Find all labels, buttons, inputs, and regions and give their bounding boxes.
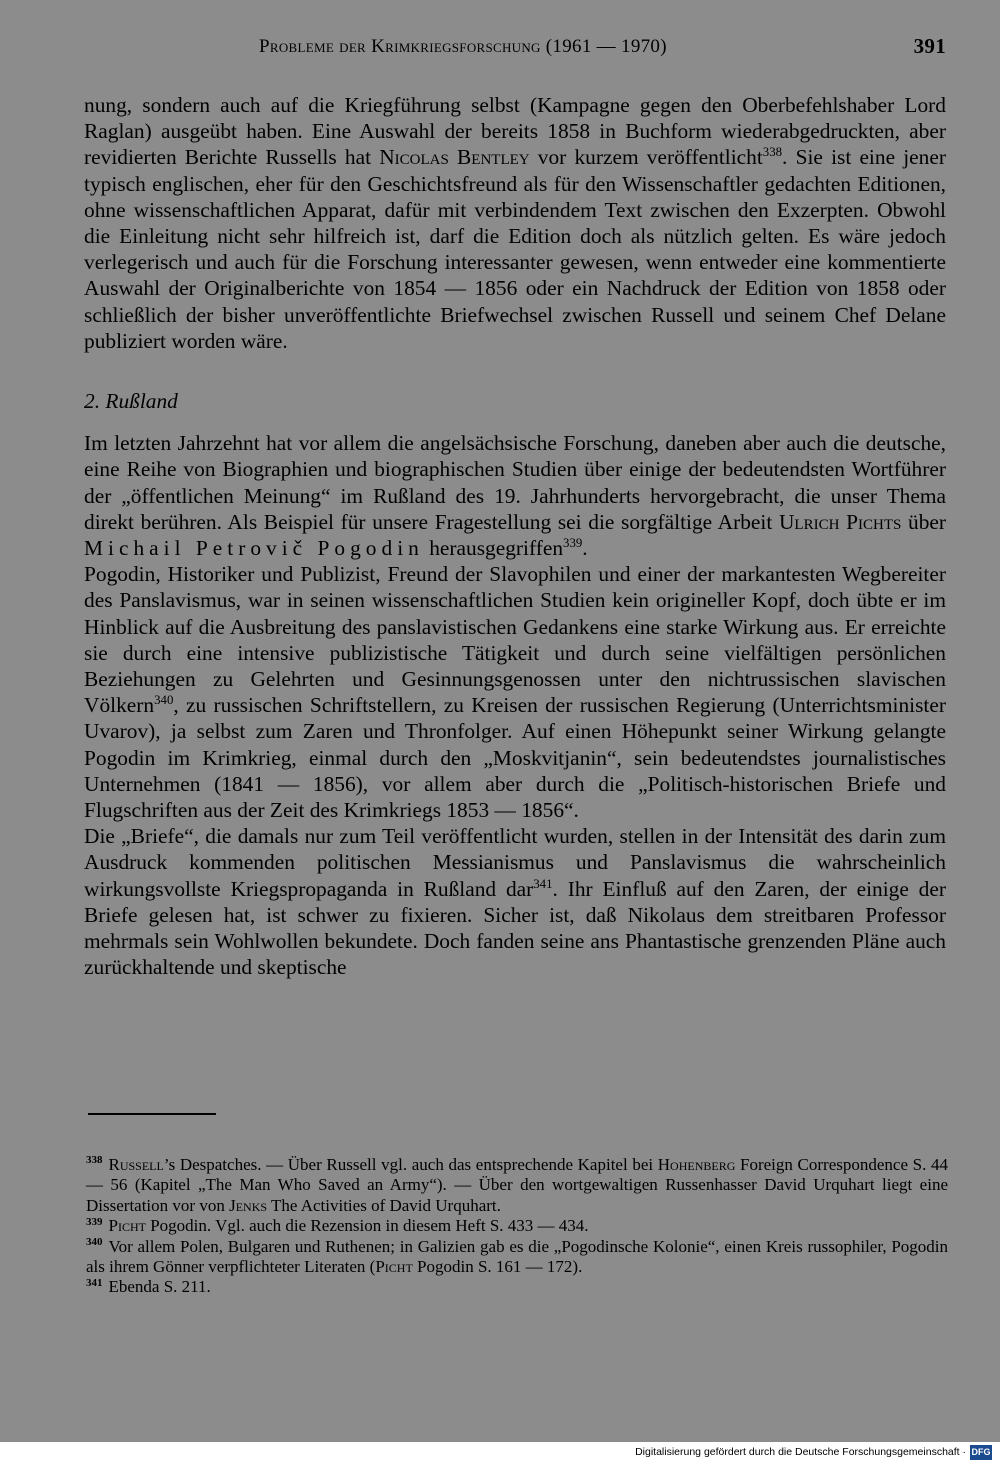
section-heading: 2. Rußland [84,389,178,414]
text-run: ’s Despatches. — Über Russell vgl. auch das entsprechende Kapitel bei [163,1155,658,1174]
footnote-number: 341 [86,1276,103,1289]
paragraph-3 [84,561,946,823]
paragraph-2 [84,430,946,561]
text-run: Pogodin. Vgl. auch die Rezension in diesem Heft S. 433 — 434. [145,1216,589,1236]
footnote-338 [86,1155,948,1216]
text-run: vor kurzem veröffentlicht [529,145,763,170]
footnote-ref-339[interactable]: 339 [563,535,583,550]
author-name: Picht [375,1257,413,1277]
author-name: Nicolas Bentley [379,145,530,170]
text-run: Ebenda S. 211. [108,1277,211,1297]
text-run: . Sie ist eine jener typisch englischen, eher für den Geschichtsfreund als für den Wissenschaftler gedachten Editionen, ohne wissenschaftlichen Apparat, dafür mit verbindendem Text zwischen den Exzerpten. Obwohl die Einleitung nicht sehr hilfreich ist, darf die Edition doch als nützlich gelten. Es wäre jedoch verlegerisch und auch für die Forschung interessanter gewesen, wenn entweder eine kommentierte Auswahl der Originalberichte von 1854 — 1856 oder ein Nachdruck der Edition von 1858 oder schließlich der bisher unveröffentlichte Briefwechsel zwischen Russell und seinem Chef Delane publiziert worden wäre. [84,145,946,353]
footnote-339 [86,1216,948,1236]
text-run: herausgegriffen [423,536,564,561]
text-run: , zu russischen Schriftstellern, zu Kreisen der russischen Regierung (Unterrichtsminister Uvarov), ja selbst zum Zaren und Thronfolger. Auf einen Höhepunkt seiner Wirkung gelangte Pogodin im Krimkrieg, einmal durch den „Moskvitjanin“, sein bedeutendstes journalistisches Unternehmen (1841 — 1856), vor allem aber durch die „Politisch-historischen Briefe und Flugschriften aus der Zeit des Krimkriegs 1853 — 1856“. [84,693,946,823]
running-head [84,34,946,64]
author-name: Jenks [229,1195,268,1215]
paragraph-1 [84,92,946,354]
text-run: nung, sondern auch auf die Kriegführung selbst (Kampagne gegen den Oberbefehlshaber Lord Raglan) ausgeübt haben. Eine Auswahl der bereits 1858 in Buchform wiederabgedruckten, aber revidierten Berichte Russells hat [84,93,946,170]
text-run: Vor allem Polen, Bulgaren und Ruthenen; in Galizien gab es die „Pogodinsche Kolonie“, einen Kreis russophiler, Pogodin als ihrem Gönner verpflichteter Literaten ( [86,1236,948,1277]
subject-name: Michail Petrovič Pogodin [84,536,424,561]
text-run: Pogodin S. 161 — 172). [412,1257,583,1277]
body-text [84,92,946,981]
page-number: 391 [913,34,946,58]
author-name: Hohenberg [657,1155,736,1174]
footnotes [86,1155,948,1298]
author-name: Picht [108,1216,146,1236]
text-run: . [582,536,588,561]
text-run: Foreign Correspondence S. 44 — 56 (Kapitel „The Man Who Saved an Army“). — Über den wortgewaltigen Russenhasser David Urquhart liegt eine Dissertation vor von [86,1155,948,1215]
text-run: The Activities of David Urquhart. [267,1195,501,1215]
text-run: über [901,509,947,534]
footnote-ref-340[interactable]: 340 [154,693,174,708]
dfg-logo-icon[interactable]: DFG [970,1445,992,1460]
footnote-ref-341[interactable]: 341 [533,876,553,891]
running-title: Probleme der Krimkriegsforschung (1961 — 1970) [259,36,667,57]
text-run: . Ihr Einfluß auf den Zaren, der einige der Briefe gelesen hat, ist schwer zu fixieren. Sicher ist, daß Nikolaus dem streitbaren Professor mehrmals sein Wohlwollen bekundete. Doch fanden seine ans Phantastische grenzenden Pläne auch zurückhaltende und skeptische [84,876,946,980]
footnote-divider [88,1113,216,1115]
digitization-footer [0,1442,1000,1464]
text-run: Im letzten Jahrzehnt hat vor allem die angelsächsische Forschung, daneben aber auch die deutsche, eine Reihe von Biographien und biographischen Studien über einige der bedeutendsten Wortführer der „öffentlichen Meinung“ im Rußland des 19. Jahrhunderts hervorgebracht, die unser Thema direkt berühren. Als Beispiel für unsere Fragestellung sei die sorgfältige Arbeit [84,431,946,534]
digitization-credit: Digitalisierung gefördert durch die Deutsche Forschungsgemeinschaft · [635,1446,966,1458]
paragraph-4 [84,823,946,980]
text-run: Die „Briefe“, die damals nur zum Teil veröffentlicht wurden, stellen in der Intensität des darin zum Ausdruck kommenden politischen Messianismus und Panslavismus die wahrscheinlich wirkungsvollste Kriegspropaganda in Rußland dar [84,824,946,901]
footnote-number: 340 [86,1235,103,1248]
footnote-341 [86,1277,948,1297]
text-run: Pogodin, Historiker und Publizist, Freund der Slavophilen und einer der markantesten Wegbereiter des Panslavismus, war in seinen wissenschaftlichen Studien kein origineller Kopf, doch übte er im Hinblick auf die Ausbreitung des panslavistischen Gedankens eine starke Wirkung aus. Er erreichte sie durch eine intensive publizistische Tätigkeit und durch seine vielfältigen persönlichen Beziehungen zu Gelehrten und Gesinnungsgenossen unter den nichtrussischen slavischen Völkern [84,562,946,718]
footnote-number: 338 [86,1154,103,1167]
footnote-ref-338[interactable]: 338 [762,145,783,160]
author-name: Russell [108,1155,164,1174]
author-name: Ulrich Pichts [778,509,902,534]
footnote-number: 339 [86,1215,103,1228]
footnote-340 [86,1237,948,1278]
